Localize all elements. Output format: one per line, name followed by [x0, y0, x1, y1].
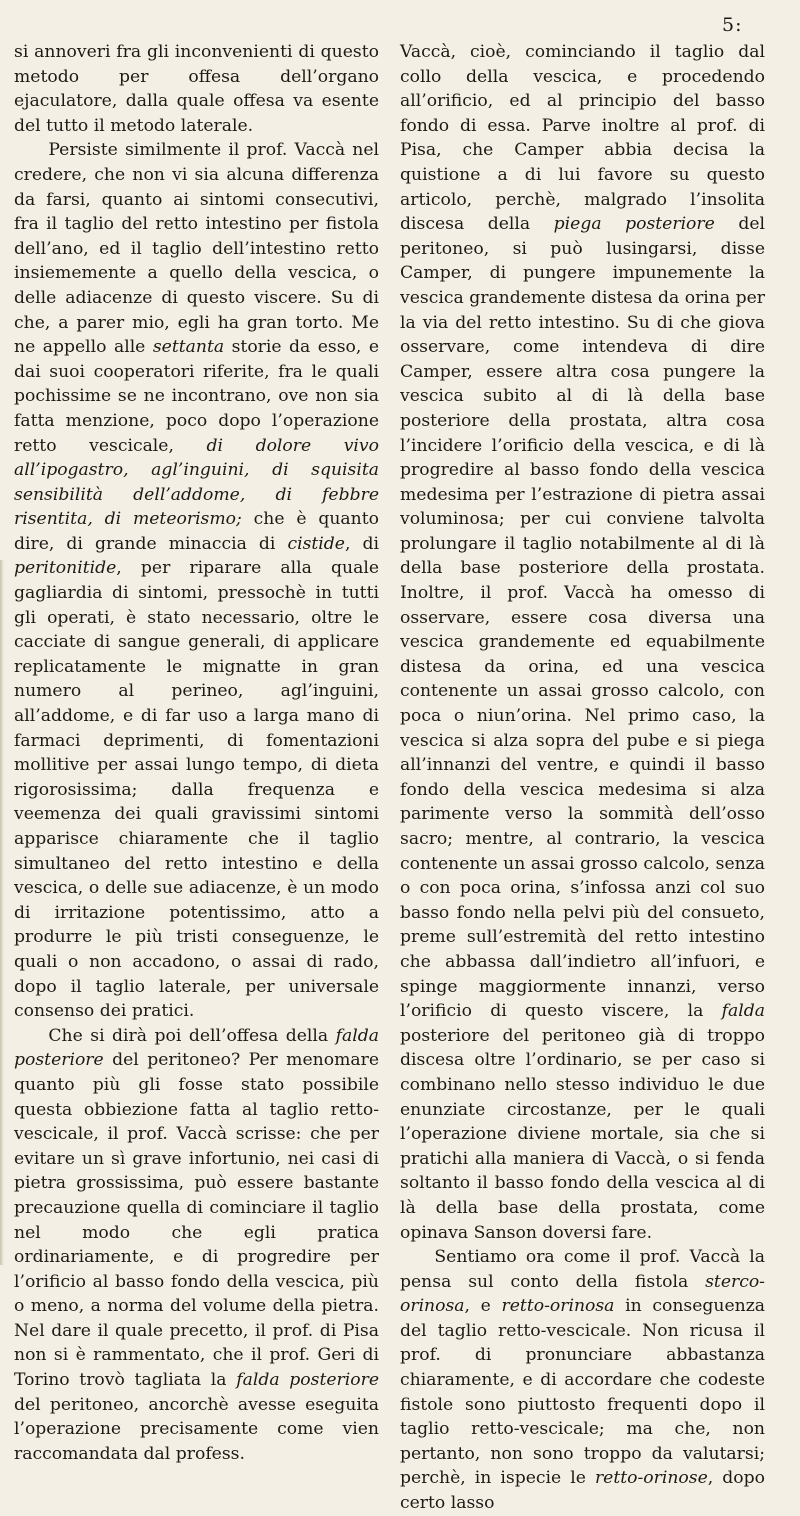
- paragraph: Che si dirà poi dell’offesa della falda posteriore del peritoneo? Per menomare quanto più gli fosse stato possibile questa obbiezione fatta al taglio retto-vescicale, il prof. Vaccà scrisse: che per evitare un sì grave infortunio, nei casi di pietra grossissima, può essere bastante precauzione quella di cominciare il taglio nel modo che egli pratica ordinariamente, e di progredire per l’orificio al basso fondo della vescica, più o meno, a norma del volume della pietra. Nel dare il quale precetto, il prof. di Pisa non si è rammentato, che il prof. Geri di Torino trovò tagliata la falda posteriore del peritoneo, ancorchè avesse eseguita l’operazione precisamente come vien raccomandata dal profess.: [14, 1025, 379, 1464]
- paragraph: si annoveri fra gli inconvenienti di questo metodo per offesa dell’organo ejaculatore, dalla quale offesa va esente del tutto il metodo laterale.: [14, 42, 379, 136]
- paragraph: Vaccà, cioè, cominciando il taglio dal collo della vescica, e procedendo all’orificio, ed al principio del basso fondo di essa. Parve inoltre al prof. di Pisa, che Camper abbia decisa la quistione a di lui favore su questo articolo, perchè, malgrado l’insolita discesa della piega posteriore del peritoneo, si può lusingarsi, disse Camper, di pungere impunemente la vescica grandemente distesa da orina per la via del retto intestino. Su di che giova osservare, come intendeva di dire Camper, essere altra cosa pungere la vescica subito al di là della base posteriore della prostata, altra cosa l’incidere l’orificio della vescica, e di là progredire al basso fondo della vescica medesima per l’estrazione di pietra assai voluminosa; per cui conviene talvolta prolungare il taglio notabilmente al di là della base posteriore della prostata. Inoltre, il prof. Vaccà ha omesso di osservare, essere cosa diversa una vescica grandemente ed equabilmente distesa da orina, ed una vescica contenente un assai grosso calcolo, con poca o niun’orina. Nel primo caso, la vescica si alza sopra del pube e si piega all’innanzi del ventre, e quindi il basso fondo della vescica medesima si alza parimente verso la sommità dell’osso sacro; mentre, al contrario, la vescica contenente un assai grosso calcolo, senza o con poca orina, s’infossa anzi col suo basso fondo nella pelvi più del consueto, preme sull’estremità del retto intestino che abbassa dall’indietro all’infuori, e spinge maggiormente innanzi, verso l’orificio di questo viscere, la falda posteriore del peritoneo già di troppo discesa oltre l’ordinario, se per caso si combinano nello stesso individuo le due enunziate circostanze, per le quali l’operazione diviene mortale, sia che si pratichi alla maniera di Vaccà, o si fenda soltanto il basso fondo della vescica al di là della base della prostata, come opinava Sanson doversi fare.: [400, 42, 765, 1243]
- left-column: [14, 40, 379, 1466]
- page-number: 5:: [722, 14, 743, 36]
- paragraph: Persiste similmente il prof. Vaccà nel credere, che non vi sia alcuna differenza da farsi, quanto ai sintomi consecutivi, fra il taglio del retto intestino per fistola dell’ano, ed il taglio dell’intestino retto insiememente a quello della vescica, o delle adiacenze di questo viscere. Su di che, a parer mio, egli ha gran torto. Me ne appello alle settanta storie da esso, e dai suoi cooperatori riferite, fra le quali pochissime se ne incontrano, ove non sia fatta menzione, poco dopo l’operazione retto vescicale, di dolore vivo all’ipogastro, agl’inguini, di squisita sensibilità dell’addome, di febbre risentita, di meteorismo; che è quanto dire, di grande minaccia di cistide, di peritonitide, per riparare alla quale gagliardia di sintomi, pressochè in tutti gli operati, è stato necessario, oltre le cacciate di sangue generali, di applicare replicatamente le mignatte in gran numero al perineo, agl’inguini, all’addome, e di far uso a larga mano di farmaci deprimenti, di fomentazioni mollitive per assai lungo tempo, di dieta rigorosissima; dalla frequenza e veemenza dei quali gravissimi sintomi apparisce chiaramente che il taglio simultaneo del retto intestino e della vescica, o delle sue adiacenze, è un modo di irritazione potentissimo, atto a produrre le più tristi conseguenze, le quali o non accadono, o assai di rado, dopo il taglio laterale, per universale consenso dei pratici.: [14, 140, 380, 1022]
- paragraph: Sentiamo ora come il prof. Vaccà la pensa sul conto della fistola sterco-orinosa, e retto-orinosa in conseguenza del taglio retto-vescicale. Non ricusa il prof. di pronunciare abbastanza chiaramente, e di accordare che codeste fistole sono piuttosto frequenti dopo il taglio retto-vescicale; ma che, non pertanto, non sono troppo da valutarsi; perchè, in ispecie le retto-orinose, dopo certo lasso: [400, 1247, 765, 1514]
- right-column: [400, 40, 765, 1516]
- page-edge-shadow: [0, 560, 4, 1265]
